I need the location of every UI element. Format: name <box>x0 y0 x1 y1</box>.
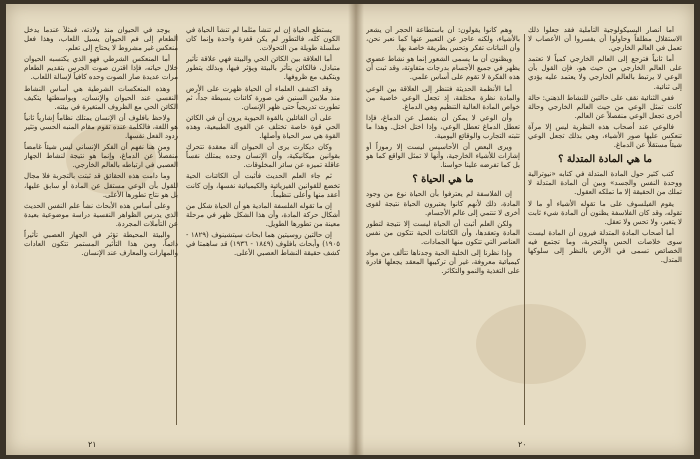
paragraph: أما الأنظمة الحديثة فتنظر إلى العلاقة بين الوعي والمادة نظرة مختلفة، إذ تجعل الوعي خاصية من خواص المادة العالية التنظيم وهي الدماغ. <box>366 84 520 111</box>
paragraph: ولكن العلم أثبت أن الحياة ليست إلا نتيجة لتطور المادة وتعقدها، وأن الكائنات الحية تتكون من نفس العناصر التي تتكون منها الجمادات. <box>366 219 520 246</box>
paragraph: أما العلاقة بين الكائن الحي والبيئة فهي علاقة تأثير متبادل، فالكائن يتأثر بالبيئة ويؤثر فيها، وبذلك يتطور ويتكيف مع ظروفها. <box>186 55 340 82</box>
paragraph: وكان ديكارت يرى أن الحيوان آلة معقدة تتحرك بقوانين ميكانيكية، وأن الإنسان وحده يمتلك نفساً عاقلة تميزه عن سائر المخلوقات. <box>186 143 340 170</box>
paragraph: ففي الثنائية نقف على حالتين للنشاط الذهني: حالة كانت تمثل الوعي من حيث العالم الخارجي وحالة أخرى تجعل الوعي منفصلاً عن العالم. <box>528 93 682 120</box>
paragraph: وهم كانوا يقولون: أن باستطاعة الحجر أن يشعر بالأشياء، ولكنه عاجز عن التعبير عنها كما نعبر نحن، وأن النباتات تفكر وتحس بطريقة خاصة بها. <box>366 26 520 53</box>
paragraph: يستطع الحياة إن لم تنشأ مثلما لم تنشأ الحياة في الكون كله، فالتطور لم يكن قفزة واحدة وإنما كان سلسلة طويلة من التحولات. <box>186 26 340 53</box>
paragraph: أما أنصار البسيكولوجية التأملية فقد جعلوا ذلك الاستقلال مطلقاً وحاولوا أن يفسروا أن الأعصاب لا تعمل في العالم الخارجي. <box>528 26 682 53</box>
paragraph: وإذا نظرنا إلى الخلية الحية وجدناها تتألف من مواد كيميائية معروفة، غير أن تركيبها المعقد يجعلها قادرة على التغذية والنمو والتكاثر. <box>366 248 520 276</box>
left-page-column-1 <box>186 26 340 433</box>
paragraph: فالوعي عند أصحاب هذه النظرية ليس إلا مرآة تنعكس عليها صور الأشياء، وهي بذلك تجعل الوعي شيئاً مستقلاً عن الدماغ. <box>528 122 682 150</box>
paragraph: إن الفلاسفة لم يعترفوا بأن الحياة نوع من وجود المادة، ذلك لأنهم كانوا يعتبرون الحياة نتيجة لقوى أخرى لا تنتمي إلى عالم الأجسام. <box>366 190 520 217</box>
page-number: ٢١ <box>88 440 97 449</box>
paragraph: إن ما تقوله الفلسفة المادية هو أن الحياة شكل من أشكال حركة المادة، وأن هذا الشكل ظهر في مرحلة معينة من تطورها الطويل. <box>186 201 340 228</box>
paragraph: والبيئة المحيطة تؤثر في الجهاز العصبي تأثيراً دائماً، ومن هذا التأثير المستمر تتكون العادات والمهارات والمعارف عند الإنسان. <box>24 230 178 258</box>
right-page <box>358 4 694 455</box>
paragraph: ويظنون أن ما يسمى الشعور إنما هو نشاط عضوي يظهر في جميع الأجسام بدرجات متفاوتة، وقد ثبت أن هذه الفكرة لا تقوم على أساس علمي. <box>366 55 520 82</box>
paragraph: يقوم الفيلسوف على ما تقوله الأشياء أو ما لا تقوله، وقد كان الفلاسفة يظنون أن المادة شيء ثابت لا يتغير، ولا تحس ولا تعقل. <box>528 199 682 226</box>
paragraph: ويرى البعض أن الأحاسيس ليست إلا رموزاً أو إشارات للأشياء الخارجية، وأنها لا تمثل الواقع كما هو بل كما تفرضه علينا حواسنا. <box>366 143 520 170</box>
paragraph: على أن القائلين بالقوة الحيوية يرون أن في الكائن الحي قوة خاصة تختلف عن القوى الطبيعية، وهذه القوة هي سر الحياة وأصلها. <box>186 113 340 141</box>
paragraph: أما المنعكس الشرطي فهو الذي يكتسبه الحيوان خلال حياته، فإذا اقترن صوت الجرس بتقديم الطعام مرات عديدة صار الصوت وحده كافياً لإسالة اللعاب. <box>24 55 178 82</box>
left-page <box>6 4 354 455</box>
right-page-column-2 <box>366 26 520 433</box>
paragraph: وأن الوعي لا يمكن أن ينفصل عن الدماغ، فإذا تعطل الدماغ تعطل الوعي، وإذا اختل اختل. وهذا ما تثبته التجارب والوقائع اليومية. <box>366 113 520 141</box>
paragraph: وعلى أساس هذه الأبحاث نشأ علم النفس الحديث الذي يدرس الظواهر النفسية دراسة موضوعية بعيدة عن التأملات المجردة. <box>24 201 178 228</box>
paragraph: ولاحظ بافلوف أن الإنسان يمتلك نظاماً إشارياً ثانياً هو اللغة، فالكلمة عنده تقوم مقام المنبه الحسي وتثير ردود الفعل نفسها. <box>24 113 178 141</box>
paragraph: ثم جاء العلم الحديث فأثبت أن الكائنات الحية تخضع للقوانين الفيزيائية والكيميائية نفسها، وإن كانت أعقد منها وأعلى تنظيماً. <box>186 172 340 199</box>
right-page-column-1 <box>528 26 682 433</box>
paragraph: وما دامت هذه الحقائق قد ثبتت بالتجربة فلا مجال للقول بأن الوعي مستقل عن المادة أو سابق عليها، بل هو نتاج تطورها الأعلى. <box>24 172 178 199</box>
book-spread <box>6 4 694 455</box>
paragraph: وقد اكتشف العلماء أن الحياة ظهرت على الأرض منذ ملايين السنين في صورة كائنات بسيطة جداً، ثم تطورت تدريجياً حتى ظهر الإنسان. <box>186 84 340 111</box>
paragraph: أما ثانياً فترجع إلى العالم الخارجي كمياً لا تعتمد على العالم الخارجي من حيث هو، فإن القول بأن الوعي لا يرتبط بالعالم الخارجي ولا يعتمد عليه يؤدي إلى ثنائية. <box>528 55 682 91</box>
paragraph: يوجد في الحيوان منذ ولادته، فمثلاً عندما يدخل الطعام إلى فم الحيوان يسيل اللعاب، وهذا فعل منعكس غير مشروط لا يحتاج إلى تعلم. <box>24 26 178 53</box>
section-heading: ما هي المادة المتدلة ؟ <box>558 154 652 166</box>
column-divider <box>524 34 525 425</box>
paragraph: أما أصحاب المادة المتدلة فيرون أن المادة ليست سوى خلاصات الحس والتجربة، وما تجتمع فيه الخصائص تسمى في الأرض بالنظر إلى سلوكها المتدل. <box>528 228 682 265</box>
left-page-column-2 <box>24 26 178 433</box>
section-heading: ما هي الحياة ؟ <box>412 174 474 186</box>
paragraph: وهذه المنعكسات الشرطية هي أساس النشاط النفسي عند الحيوان والإنسان، وبواسطتها يتكيف الكائن الحي مع الظروف المتغيرة في بيئته. <box>24 84 178 111</box>
paragraph: ومن هنا نفهم أن الفكر الإنساني ليس شيئاً غامضاً منفصلاً عن الدماغ، وإنما هو نتيجة لنشاط الجهاز العصبي في ارتباطه بالعالم الخارجي. <box>24 143 178 170</box>
paragraph: إن حالتين روسيتين هما ابحاث سيتشينوف (١٨٢٩ - ١٩٠٥) وأبحاث بافلوف (١٨٤٩ - ١٩٣٦) قد ساهمتا في كشف حقيقة النشاط العصبي الأعلى. <box>186 230 340 258</box>
paragraph: كتب كثير حول المادة المتدلة في كتابه «نيوترالية ووحدة النفس والجسد» وبين أن المادة المتدلة لا تملك من الحقيقة إلا ما تملكه العقول. <box>528 170 682 197</box>
page-number: ٢٠ <box>518 440 527 449</box>
